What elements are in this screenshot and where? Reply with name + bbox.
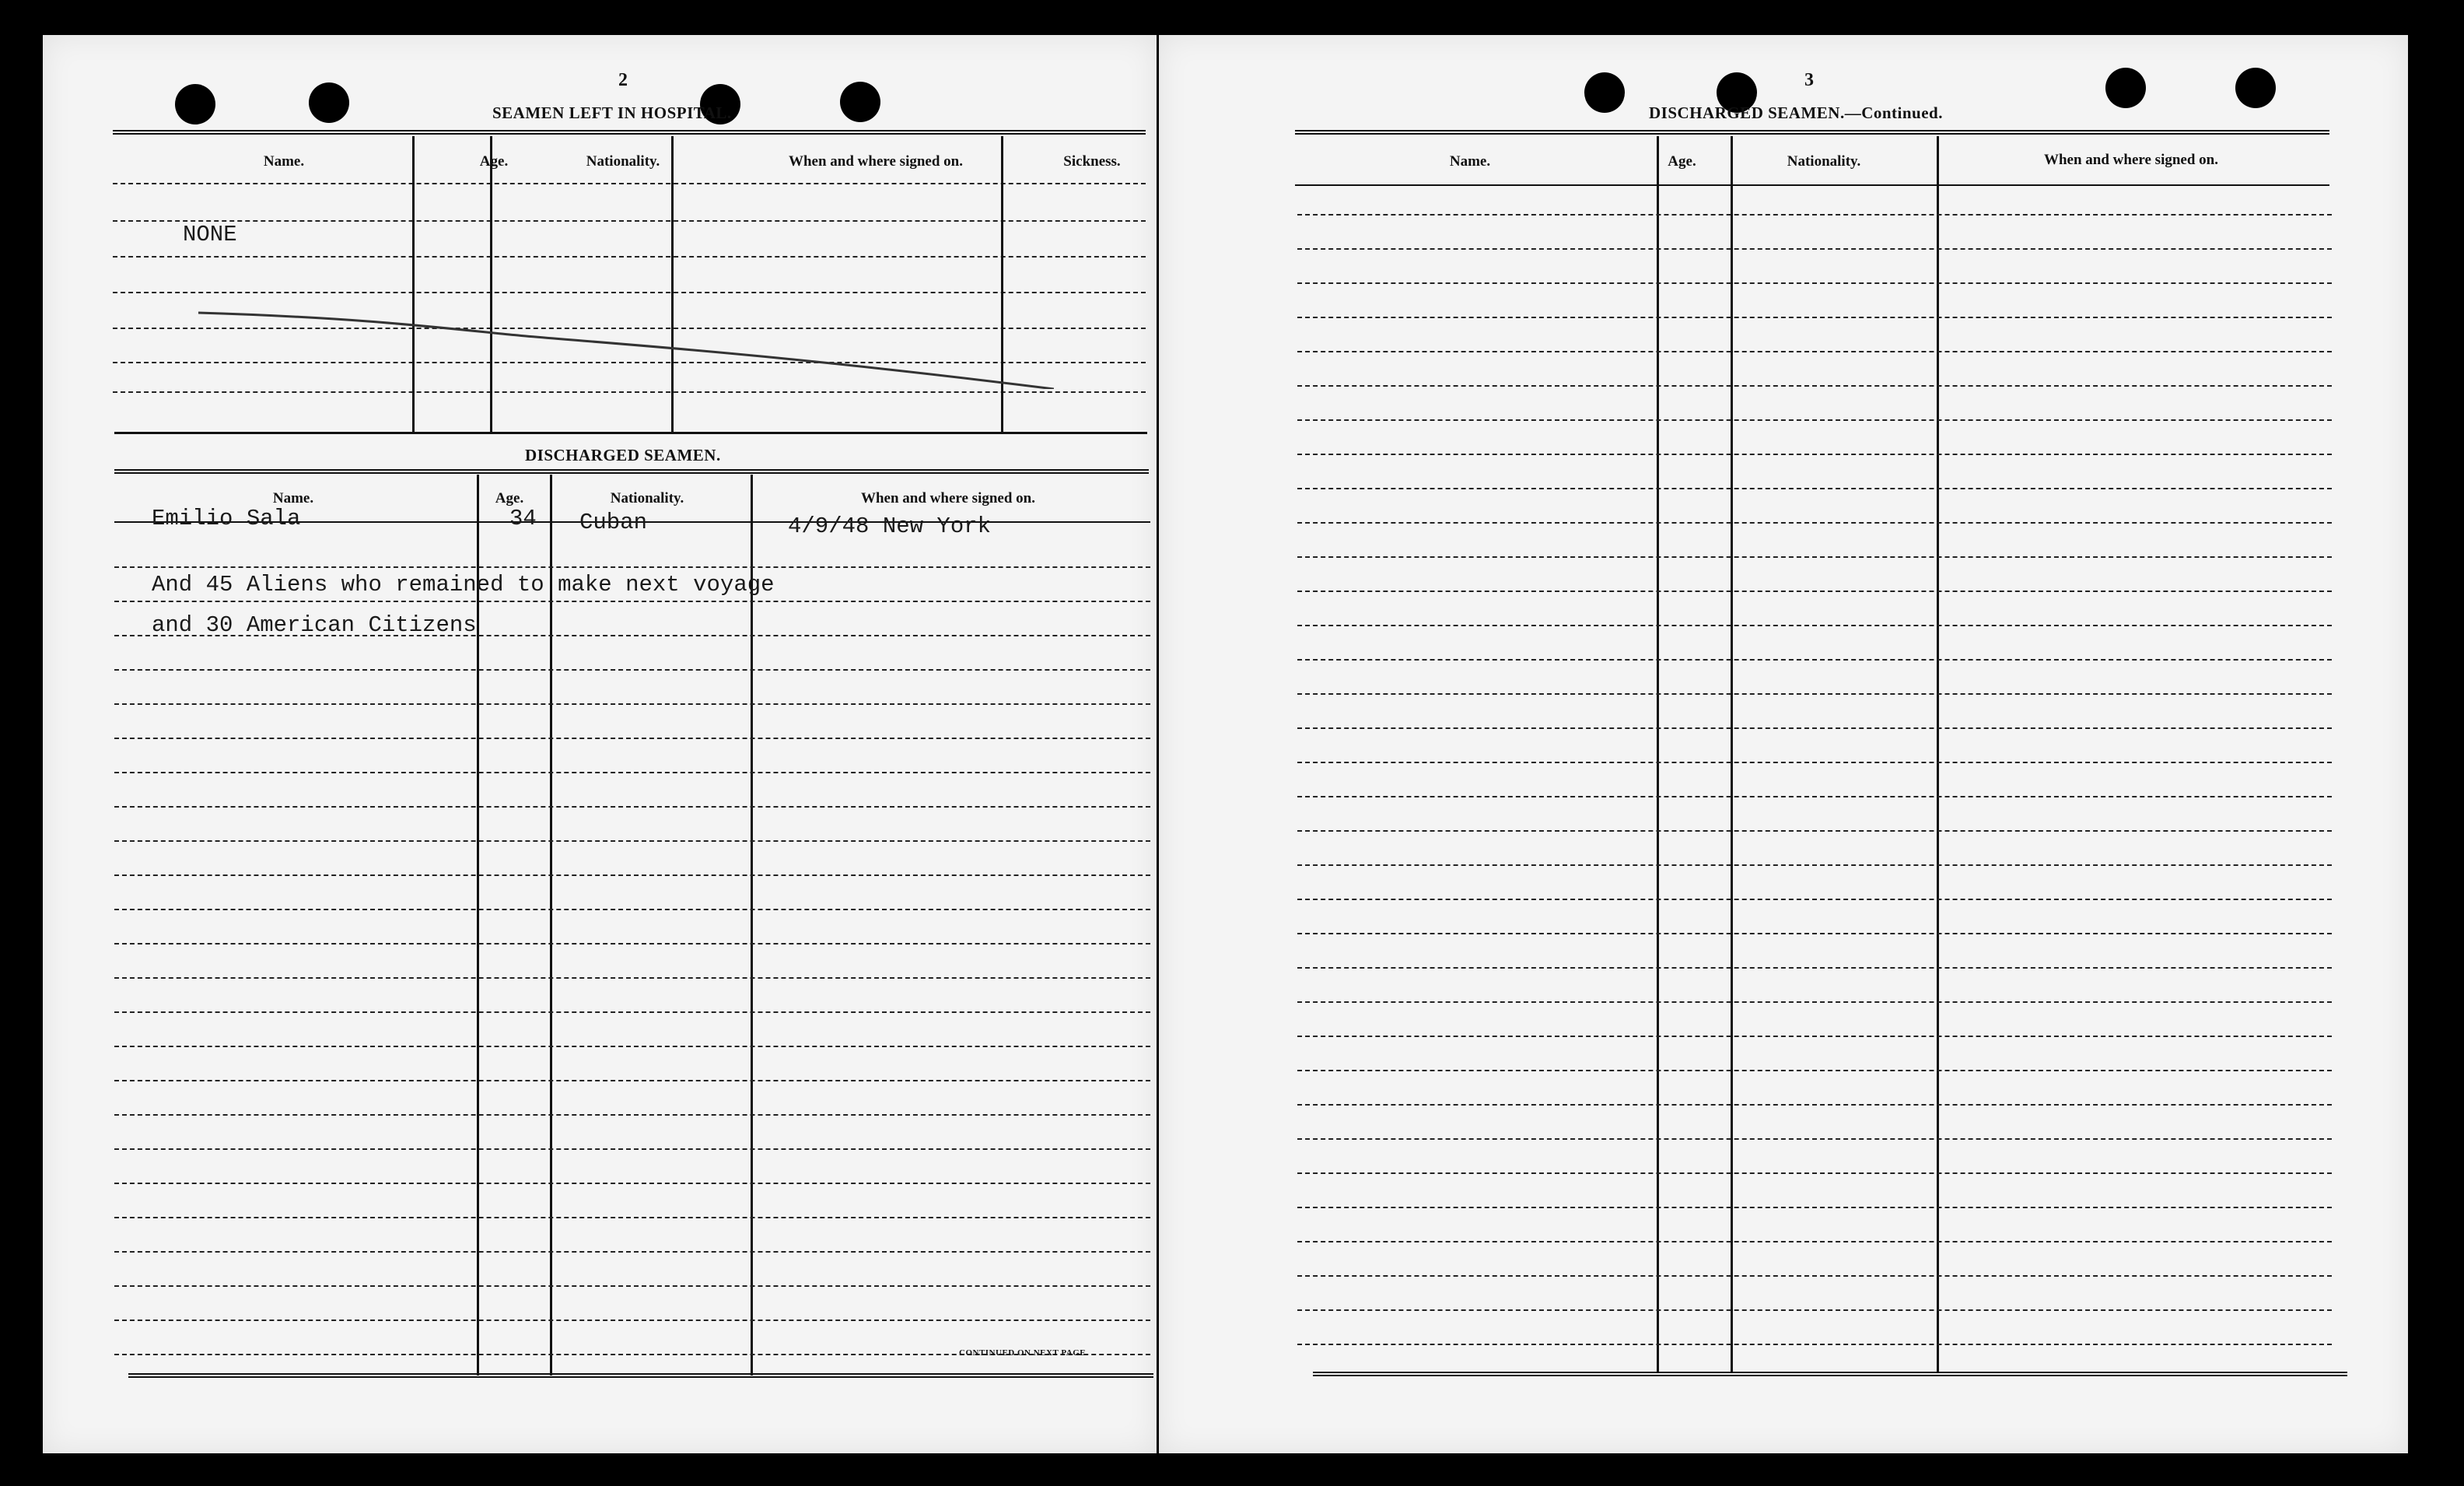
dotted-line (1297, 454, 2332, 455)
dotted-line (113, 256, 1146, 258)
dotted-line (114, 772, 1150, 773)
dotted-line (114, 1217, 1150, 1218)
dotted-line (114, 1320, 1150, 1321)
column-divider (1657, 136, 1659, 1372)
table-bottom-rule (128, 1373, 1153, 1378)
col-header-signed-on: When and where signed on. (2043, 152, 2218, 168)
aliens-note: And 45 Aliens who remained to make next voyage (152, 572, 775, 598)
page-title: DISCHARGED SEAMEN.—Continued. (1649, 103, 1943, 122)
strike-through-line (198, 303, 1054, 389)
dotted-line (1297, 1104, 2332, 1106)
column-divider (1731, 136, 1733, 1372)
punch-hole (1584, 72, 1625, 113)
column-divider (477, 475, 479, 1376)
col-header-age: Age. (495, 490, 524, 506)
binding-tape (1081, 0, 1190, 31)
section-rule (114, 432, 1147, 434)
continued-note: CONTINUED ON NEXT PAGE. (959, 1348, 1089, 1358)
seaman-signed-on: 4/9/48 New York (788, 513, 992, 539)
dotted-line (1297, 1241, 2332, 1242)
dotted-line (113, 220, 1146, 222)
dotted-line (114, 601, 1150, 602)
dotted-line (1297, 1309, 2332, 1311)
punch-hole (309, 82, 349, 123)
col-header-signed-on: When and where signed on. (788, 153, 963, 170)
table-bottom-rule (1313, 1372, 2347, 1376)
dotted-line (1297, 385, 2332, 387)
dotted-line (113, 391, 1146, 393)
dotted-line (1297, 1001, 2332, 1003)
dotted-line (114, 703, 1150, 705)
seaman-nationality: Cuban (579, 510, 648, 535)
dotted-line (1297, 899, 2332, 900)
dotted-line (114, 909, 1150, 910)
dotted-line (114, 874, 1150, 876)
dotted-line (1297, 1070, 2332, 1071)
dotted-line (1297, 591, 2332, 592)
dotted-line (114, 1080, 1150, 1081)
dotted-line (1297, 625, 2332, 626)
dotted-line (114, 1285, 1150, 1287)
discharged-section-title: DISCHARGED SEAMEN. (525, 446, 721, 464)
dotted-line (114, 1011, 1150, 1013)
table-top-rule (1295, 130, 2329, 135)
dotted-line (1297, 659, 2332, 661)
hospital-entry: NONE (183, 222, 237, 247)
dotted-line (1297, 1172, 2332, 1174)
column-divider (1937, 136, 1939, 1372)
dotted-line (114, 1251, 1150, 1253)
dotted-line (1297, 967, 2332, 969)
seaman-age: 34 (509, 506, 537, 531)
column-divider (751, 475, 753, 1376)
dotted-line (114, 806, 1150, 808)
dotted-line (1297, 1036, 2332, 1037)
seaman-name: Emilio Sala (152, 506, 301, 531)
dotted-line (1297, 933, 2332, 934)
dotted-line (1297, 1275, 2332, 1277)
punch-hole (175, 84, 215, 124)
page-number: 3 (1804, 70, 1814, 90)
dotted-line (1297, 693, 2332, 695)
dotted-line (114, 1148, 1150, 1150)
col-header-nationality: Nationality. (586, 153, 660, 170)
dotted-line (1297, 830, 2332, 832)
col-header-age: Age. (479, 153, 509, 170)
page-number: 2 (618, 70, 628, 90)
dotted-line (114, 1114, 1150, 1116)
col-header-name: Name. (263, 153, 305, 170)
dotted-line (114, 1183, 1150, 1184)
dotted-line (113, 183, 1146, 184)
dotted-line (1297, 796, 2332, 797)
dotted-line (1297, 488, 2332, 489)
citizens-note: and 30 American Citizens (152, 612, 477, 638)
dotted-line (114, 738, 1150, 739)
table-top-rule (114, 469, 1149, 474)
punch-hole (2105, 68, 2146, 108)
col-header-sickness: Sickness. (1063, 153, 1121, 170)
dotted-line (1297, 351, 2332, 352)
dotted-line (114, 669, 1150, 671)
right-page (1159, 35, 2408, 1453)
col-header-signed-on: When and where signed on. (860, 490, 1035, 506)
dotted-line (114, 566, 1150, 568)
dotted-line (1297, 727, 2332, 729)
col-header-nationality: Nationality. (1787, 153, 1861, 170)
dotted-line (1297, 214, 2332, 216)
dotted-line (1297, 1138, 2332, 1140)
dotted-line (114, 840, 1150, 842)
table-top-rule (113, 130, 1146, 135)
dotted-line (1297, 282, 2332, 284)
column-divider (550, 475, 552, 1376)
dotted-line (114, 1046, 1150, 1047)
dotted-line (1297, 556, 2332, 558)
dotted-line (1297, 248, 2332, 250)
punch-hole (2235, 68, 2276, 108)
header-underline (1295, 184, 2329, 186)
col-header-name: Name. (1449, 153, 1491, 170)
punch-hole (840, 82, 880, 122)
dotted-line (113, 292, 1146, 293)
dotted-line (1297, 317, 2332, 318)
dotted-line (1297, 419, 2332, 421)
hospital-section-title: SEAMEN LEFT IN HOSPITAL. (492, 103, 732, 122)
left-page (43, 35, 1157, 1453)
dotted-line (1297, 762, 2332, 763)
dotted-line (1297, 1207, 2332, 1208)
dotted-line (1297, 1344, 2332, 1345)
dotted-line (1297, 522, 2332, 524)
dotted-line (114, 943, 1150, 945)
dotted-line (1297, 864, 2332, 866)
col-header-nationality: Nationality. (610, 490, 684, 506)
col-header-name: Name. (272, 490, 314, 506)
col-header-age: Age. (1668, 153, 1696, 170)
dotted-line (114, 977, 1150, 979)
